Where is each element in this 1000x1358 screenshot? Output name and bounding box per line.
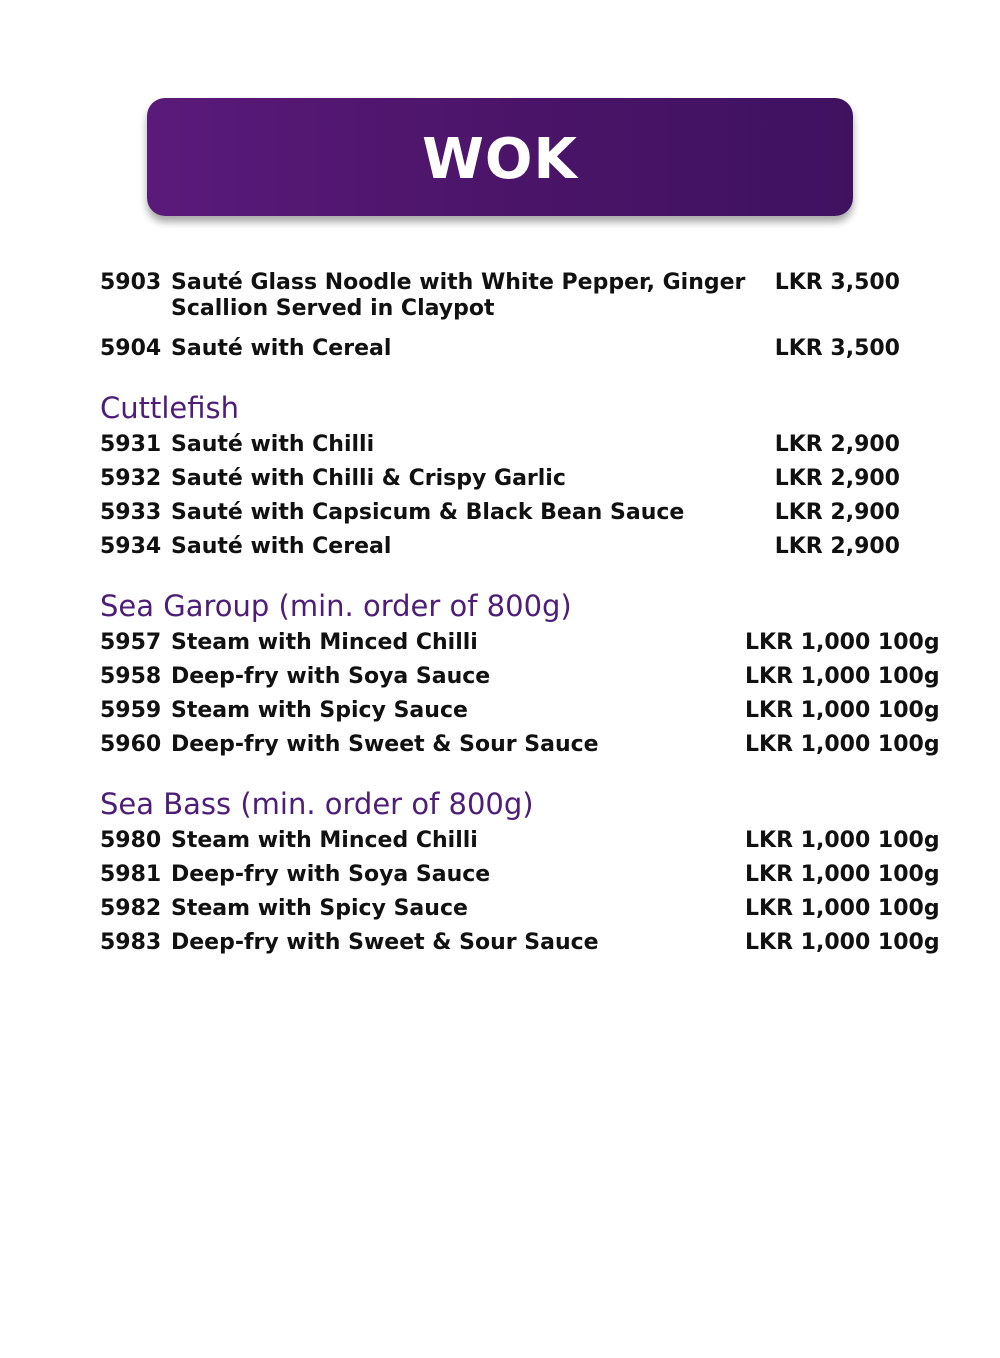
- item-name: [171, 500, 765, 526]
- menu-section: [100, 786, 940, 960]
- item-name-line: Sauté with Capsicum & Black Bean Sauce: [171, 500, 685, 525]
- item-code: 5960: [100, 732, 162, 757]
- item-price: LKR 2,900: [774, 534, 900, 559]
- item-name: [171, 270, 765, 322]
- item-name-line: Steam with Spicy Sauce: [171, 698, 468, 723]
- item-name-line: Sauté with Cereal: [171, 534, 392, 559]
- item-name: [171, 828, 745, 854]
- item-price: LKR 1,000 100g: [745, 732, 940, 757]
- menu-section: [100, 588, 940, 762]
- item-name: [171, 930, 745, 956]
- item-name: [171, 732, 745, 758]
- item-code: 5903: [100, 270, 162, 295]
- item-code: 5957: [100, 630, 162, 655]
- item-price: LKR 1,000 100g: [745, 828, 940, 853]
- item-price: LKR 2,900: [774, 432, 900, 457]
- item-name: [171, 896, 745, 922]
- item-name-line: Steam with Spicy Sauce: [171, 896, 468, 921]
- menu-item: [100, 428, 920, 462]
- item-code: 5980: [100, 828, 162, 853]
- item-name: [171, 862, 745, 888]
- item-name-line: Sauté with Chilli & Crispy Garlic: [171, 466, 566, 491]
- menu-section: [100, 390, 920, 564]
- item-price: LKR 2,900: [774, 500, 900, 525]
- item-code: 5958: [100, 664, 162, 689]
- menu-item: [100, 266, 920, 332]
- section-title: Cuttlefish: [100, 391, 240, 425]
- item-code: 5931: [100, 432, 162, 457]
- menu-section: [100, 266, 920, 366]
- item-name: [171, 432, 765, 458]
- menu-list: [100, 266, 940, 960]
- item-price: LKR 1,000 100g: [745, 664, 940, 689]
- item-code: 5933: [100, 500, 162, 525]
- item-name-line: Deep-fry with Soya Sauce: [171, 862, 491, 887]
- item-code: 5934: [100, 534, 162, 559]
- header-banner: [147, 98, 853, 216]
- menu-item: [100, 694, 940, 728]
- menu-item: [100, 496, 920, 530]
- menu-item: [100, 660, 940, 694]
- section-title: Sea Bass (min. order of 800g): [100, 787, 534, 821]
- item-name: [171, 630, 745, 656]
- item-price: LKR 3,500: [774, 336, 900, 361]
- page-title: WOK: [422, 126, 578, 192]
- item-code: 5932: [100, 466, 162, 491]
- section-title: Sea Garoup (min. order of 800g): [100, 589, 572, 623]
- item-price: LKR 2,900: [774, 466, 900, 491]
- item-price: LKR 1,000 100g: [745, 630, 940, 655]
- item-price: LKR 3,500: [774, 270, 900, 295]
- item-name-line: Steam with Minced Chilli: [171, 828, 478, 853]
- item-price: LKR 1,000 100g: [745, 896, 940, 921]
- item-name: [171, 336, 765, 362]
- item-name: [171, 534, 765, 560]
- item-name-line: Scallion Served in Claypot: [171, 296, 495, 321]
- item-code: 5959: [100, 698, 162, 723]
- menu-item: [100, 530, 920, 564]
- item-price: LKR 1,000 100g: [745, 930, 940, 955]
- menu-item: [100, 858, 940, 892]
- item-name-line: Sauté with Chilli: [171, 432, 375, 457]
- item-code: 5982: [100, 896, 162, 921]
- menu-item: [100, 462, 920, 496]
- item-name-line: Deep-fry with Sweet & Sour Sauce: [171, 732, 599, 757]
- item-code: 5904: [100, 336, 162, 361]
- item-name-line: Deep-fry with Sweet & Sour Sauce: [171, 930, 599, 955]
- item-price: LKR 1,000 100g: [745, 698, 940, 723]
- menu-item: [100, 926, 940, 960]
- item-name-line: Deep-fry with Soya Sauce: [171, 664, 491, 689]
- menu-item: [100, 892, 940, 926]
- menu-item: [100, 332, 920, 366]
- item-price: LKR 1,000 100g: [745, 862, 940, 887]
- item-code: 5981: [100, 862, 162, 887]
- menu-item: [100, 626, 940, 660]
- item-name-line: Sauté with Cereal: [171, 336, 392, 361]
- menu-item: [100, 824, 940, 858]
- item-name: [171, 466, 765, 492]
- item-name: [171, 664, 745, 690]
- item-name: [171, 698, 745, 724]
- item-name-line: Sauté Glass Noodle with White Pepper, Ginger: [171, 270, 746, 295]
- menu-item: [100, 728, 940, 762]
- item-code: 5983: [100, 930, 162, 955]
- item-name-line: Steam with Minced Chilli: [171, 630, 478, 655]
